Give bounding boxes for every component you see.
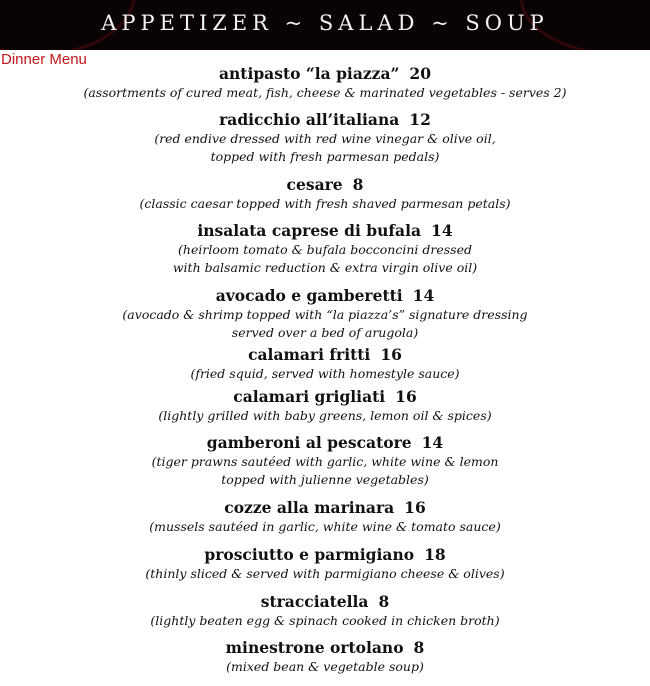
menu-item: [0, 175, 650, 213]
item-price: 8: [413, 638, 425, 657]
menu-item: [0, 545, 650, 583]
item-price: 8: [378, 592, 390, 611]
item-price: 14: [421, 433, 444, 452]
item-price: 20: [409, 64, 431, 83]
item-name: gamberoni al pescatore: [206, 433, 412, 452]
item-price: 18: [424, 545, 446, 564]
item-price: 14: [431, 221, 453, 240]
item-name: prosciutto e parmigiano: [204, 545, 415, 564]
item-description: (red endive dressed with red wine vinegar & olive oil,: [154, 131, 496, 146]
item-description: (avocado & shrimp topped with “la piazza’s” signature dressing: [122, 307, 528, 322]
item-price: 14: [412, 286, 435, 305]
item-heading: [0, 545, 650, 565]
item-price: 8: [352, 175, 364, 194]
menu-item: [0, 433, 650, 489]
dinner-menu-label: Dinner Menu: [1, 51, 87, 68]
item-heading: [0, 110, 650, 130]
item-name: insalata caprese di bufala: [197, 221, 422, 240]
item-name: radicchio all’italiana: [219, 110, 400, 129]
item-description: topped with fresh parmesan pedals): [210, 149, 440, 164]
item-description: topped with julienne vegetables): [221, 472, 429, 487]
menu-item: [0, 64, 650, 102]
item-heading: [0, 175, 650, 195]
menu-item: [0, 592, 650, 630]
item-description: (heirloom tomato & bufala bocconcini dressed: [178, 242, 472, 257]
item-description: (fried squid, served with homestyle sauce): [190, 366, 460, 381]
item-heading: [0, 286, 650, 306]
item-name: stracciatella: [260, 592, 369, 611]
item-heading: [0, 638, 650, 658]
item-price: 16: [380, 345, 402, 364]
menu-section-banner: [0, 0, 650, 50]
item-name: avocado e gamberetti: [215, 286, 403, 305]
item-name: cozze alla marinara: [224, 498, 395, 517]
item-heading: [0, 433, 650, 453]
menu-item: [0, 498, 650, 536]
item-name: minestrone ortolano: [225, 638, 404, 657]
item-name: calamari fritti: [248, 345, 371, 364]
item-price: 16: [395, 387, 417, 406]
item-price: 12: [409, 110, 431, 129]
item-name: antipasto “la piazza”: [218, 64, 400, 83]
item-price: 16: [404, 498, 426, 517]
item-description: (lightly beaten egg & spinach cooked in chicken broth): [150, 613, 500, 628]
item-description: (tiger prawns sautéed with garlic, white wine & lemon: [151, 454, 499, 469]
menu-item: [0, 221, 650, 277]
item-heading: [0, 498, 650, 518]
item-description: (mussels sautéed in garlic, white wine & tomato sauce): [149, 519, 501, 534]
menu-item: [0, 638, 650, 676]
item-description: (mixed bean & vegetable soup): [226, 659, 424, 674]
item-description: (thinly sliced & served with parmigiano cheese & olives): [145, 566, 505, 581]
item-heading: [0, 387, 650, 407]
menu-item: [0, 110, 650, 166]
section-title: APPETIZER ~ SALAD ~ SOUP: [101, 11, 549, 35]
item-description: (lightly grilled with baby greens, lemon oil & spices): [158, 408, 492, 423]
menu-item: [0, 387, 650, 425]
item-description: with balsamic reduction & extra virgin olive oil): [172, 260, 478, 275]
item-description: (classic caesar topped with fresh shaved parmesan petals): [139, 196, 511, 211]
item-heading: [0, 221, 650, 241]
menu-item: [0, 345, 650, 383]
item-heading: [0, 592, 650, 612]
item-description: served over a bed of arugola): [231, 325, 419, 340]
item-heading: [0, 64, 650, 84]
item-name: cesare: [286, 175, 343, 194]
item-name: calamari grigliati: [233, 387, 386, 406]
item-heading: [0, 345, 650, 365]
menu-item: [0, 286, 650, 342]
item-description: (assortments of cured meat, fish, cheese & marinated vegetables - serves 2): [83, 85, 567, 100]
